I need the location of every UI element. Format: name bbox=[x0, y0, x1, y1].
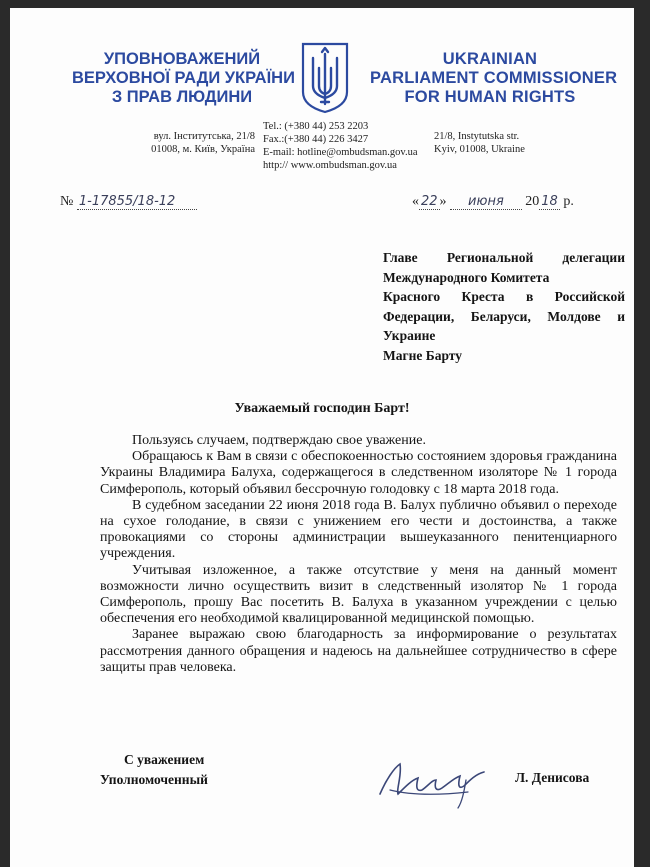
date-year-suffix: 18 bbox=[541, 194, 558, 209]
address-line: Kyiv, 01008, Ukraine bbox=[434, 144, 525, 155]
address-line: вул. Інститутська, 21/8 bbox=[153, 131, 255, 142]
date-day: 22 bbox=[421, 194, 438, 209]
reference-number bbox=[60, 194, 197, 210]
body-paragraph: Обращаюсь к Вам в связи с обеспокоенностью состоянием здоровья гражданина Украины Владимира Балуха, содержащегося в следственном изоляторе № 1 города Симферополь, который объявил бессрочную голодовку с 18 марта 2018 года. bbox=[100, 449, 617, 497]
recipient-line: Красного Креста в Российской bbox=[383, 289, 625, 304]
date-year-mark: р. bbox=[563, 194, 574, 209]
letter-page bbox=[10, 8, 634, 867]
address-english bbox=[434, 130, 525, 156]
body-paragraph: Заранее выражаю свою благодарность за информирование о результатах рассмотрения данного обращения и надеюсь на дальнейшее сотрудничество в сфере защиты прав человека. bbox=[100, 627, 617, 675]
reference-no-prefix: № bbox=[60, 194, 74, 209]
reference-date bbox=[412, 194, 574, 210]
recipient-line: Магне Барту bbox=[383, 347, 462, 363]
website-line: http:// www.ombudsman.gov.ua bbox=[263, 160, 397, 171]
recipient-line: Главе Региональной делегации bbox=[383, 250, 625, 265]
closing-title: Уполномоченный bbox=[100, 772, 208, 787]
date-close-quote: » bbox=[439, 194, 447, 209]
header-title-ua-line: ВЕРХОВНОЇ РАДИ УКРАЇНИ bbox=[72, 69, 295, 87]
date-month: июня bbox=[450, 194, 522, 210]
phone-line: Tel.: (+380 44) 253 2203 bbox=[263, 121, 369, 132]
header-title-en-line: PARLIAMENT COMMISSIONER bbox=[370, 69, 618, 87]
recipient-line: Международного Комитета bbox=[383, 269, 550, 285]
closing-regards: С уважением bbox=[124, 752, 205, 767]
body-paragraph: Пользуясь случаем, подтверждаю свое уважение. bbox=[132, 433, 426, 448]
recipient-line: Федерации, Беларуси, Молдове и bbox=[383, 308, 625, 324]
date-year-prefix: 20 bbox=[525, 194, 540, 209]
reference-number-value: 1-17855/18-12 bbox=[77, 194, 197, 210]
recipient-line: Украине bbox=[383, 328, 436, 343]
handwritten-signature bbox=[372, 750, 492, 812]
recipient-block bbox=[383, 248, 625, 365]
address-ukrainian bbox=[115, 130, 255, 156]
header-title-ua-line: УПОВНОВАЖЕНИЙ bbox=[103, 50, 261, 68]
header-title-en-line: FOR HUMAN RIGHTS bbox=[404, 88, 576, 106]
header-title-en-line: UKRAINIAN bbox=[442, 50, 538, 68]
trident-emblem-icon bbox=[300, 42, 350, 114]
header-title-ukrainian bbox=[72, 50, 295, 107]
letter-body bbox=[100, 433, 617, 676]
body-paragraph: Учитывая изложенное, а также отсутствие у меня на данный момент возможности лично осуществить визит в следственный изолятор № 1 города Симферополь, прошу Вас посетить В. Балуха в указанном учреждении с целью обеспечения его необходимой квалицированной медицинской помощью. bbox=[100, 562, 617, 627]
header-title-english bbox=[370, 50, 618, 107]
salutation: Уважаемый господин Барт! bbox=[234, 401, 410, 416]
address-line: 01008, м. Київ, Україна bbox=[151, 144, 255, 155]
fax-line: Fax.:(+380 44) 226 3427 bbox=[263, 134, 369, 145]
body-paragraph: В судебном заседании 22 июня 2018 года В. Балух публично объявил о переходе на сухое голодание, в связи с унижением его чести и достоинства, а также провокациями со стороны администрации вышеуказанного пенитенциарного учреждения. bbox=[100, 497, 617, 562]
signer-name: Л. Денисова bbox=[515, 770, 590, 785]
contact-info bbox=[263, 120, 418, 172]
address-line: 21/8, Instytutska str. bbox=[434, 131, 520, 142]
header-title-ua-line: З ПРАВ ЛЮДИНИ bbox=[111, 88, 253, 106]
email-line: E-mail: hotline@ombudsman.gov.ua bbox=[263, 147, 418, 158]
closing-block bbox=[100, 750, 208, 790]
date-open-quote: « bbox=[412, 194, 419, 209]
